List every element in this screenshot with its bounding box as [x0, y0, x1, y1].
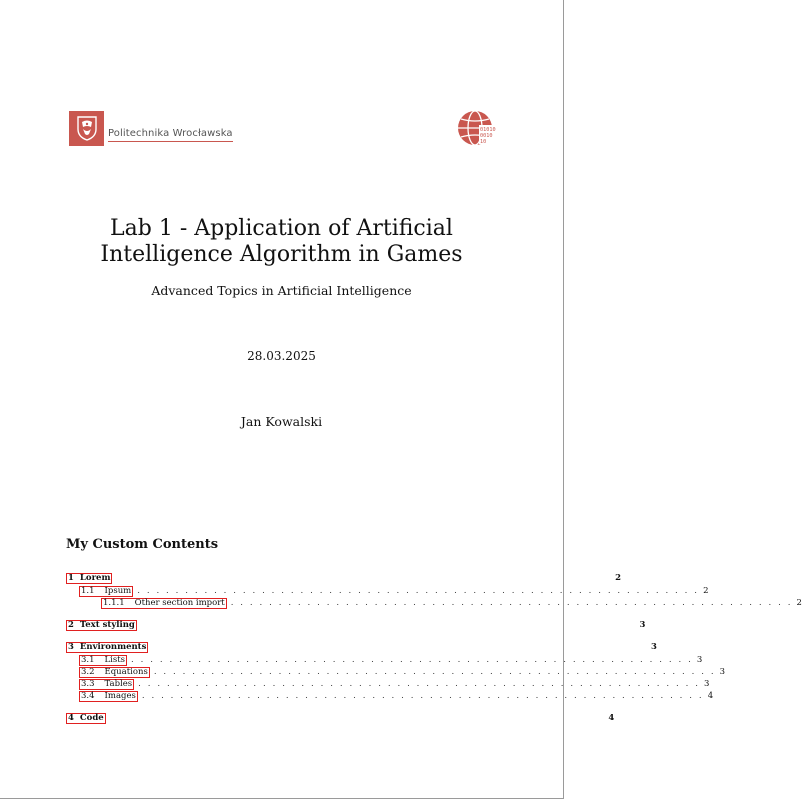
toc-dots: . . . . . . . . . . . . . . . . . . . . . . . . . . . . . . . . . . . . . . . . . . . . . . . . . . . . . . . . . . .: [230, 598, 793, 608]
toc-entry: [66, 573, 621, 584]
toc-dots: . . . . . . . . . . . . . . . . . . . . . . . . . . . . . . . . . . . . . . . . . . . . . . . . . . . . . . . . . . .: [131, 655, 693, 665]
toc-entry: [66, 691, 714, 702]
toc-page-number[interactable]: 2: [703, 586, 709, 596]
toc-page-number[interactable]: 2: [796, 598, 802, 608]
toc-link[interactable]: [66, 620, 137, 631]
toc-link[interactable]: [79, 667, 150, 678]
toc-link[interactable]: [79, 655, 127, 666]
toc-label: Ipsum: [104, 586, 132, 596]
toc-number: 3.1: [81, 655, 95, 665]
faculty-globe-binary-icon: [457, 108, 497, 148]
university-name: Politechnika Wrocławska: [108, 128, 233, 142]
toc-entry: [66, 713, 615, 724]
toc-dots: . . . . . . . . . . . . . . . . . . . . . . . . . . . . . . . . . . . . . . . . . . . . . . . . . . . . . . . . . . .: [153, 667, 716, 677]
toc-page-number[interactable]: 2: [615, 573, 621, 583]
svg-text:10: 10: [480, 139, 487, 145]
toc-page-number[interactable]: 3: [639, 620, 646, 630]
title-line-2: Intelligence Algorithm in Games: [100, 242, 463, 267]
toc-entry: [66, 642, 657, 653]
document-subtitle: Advanced Topics in Artificial Intelligence: [151, 283, 412, 298]
toc-label: Text styling: [79, 620, 135, 630]
toc-entry: [66, 655, 703, 666]
toc-dots: . . . . . . . . . . . . . . . . . . . . . . . . . . . . . . . . . . . . . . . . . . . . . . . . . . . . . . . . . . .: [141, 691, 704, 701]
toc-heading: My Custom Contents: [66, 537, 219, 552]
toc-number: 1.1: [81, 586, 95, 596]
toc-number: 4: [68, 713, 74, 723]
toc-label: Lorem: [79, 573, 111, 583]
toc-dots: . . . . . . . . . . . . . . . . . . . . . . . . . . . . . . . . . . . . . . . . . . . . . . . . . . . . . . . . . . .: [137, 586, 700, 596]
svg-text:0010: 0010: [480, 133, 493, 139]
document-author: Jan Kowalski: [240, 414, 323, 429]
toc-entry: [66, 620, 646, 631]
toc-label: Environments: [79, 642, 147, 652]
toc-link[interactable]: [101, 598, 227, 609]
toc-page-number[interactable]: 3: [650, 642, 657, 652]
document-date: 28.03.2025: [247, 349, 316, 363]
university-crest-icon: [69, 111, 104, 146]
toc-page-number[interactable]: 3: [696, 655, 703, 665]
document-title: [0, 216, 563, 268]
toc-link[interactable]: [79, 679, 134, 690]
toc-link[interactable]: [79, 691, 138, 702]
toc-page-number[interactable]: 3: [704, 679, 710, 689]
toc-page-number[interactable]: 3: [719, 667, 726, 677]
toc-number: 3.4: [81, 691, 95, 701]
toc-label: Equations: [104, 667, 148, 677]
toc-number: 3: [68, 642, 74, 652]
toc-page-number[interactable]: 4: [608, 713, 615, 723]
toc-label: Other section import: [134, 598, 225, 608]
svg-text:01010: 01010: [480, 127, 496, 133]
toc-number: 1.1.1: [103, 598, 125, 608]
toc-link[interactable]: [79, 586, 133, 597]
toc-link[interactable]: [66, 642, 148, 653]
toc-number: 2: [68, 620, 74, 630]
toc-entry: [66, 679, 710, 690]
toc-label: Lists: [104, 655, 126, 665]
toc-label: Tables: [104, 679, 133, 689]
toc-number: 1: [68, 573, 74, 583]
toc-number: 3.2: [81, 667, 95, 677]
toc-page-number[interactable]: 4: [707, 691, 714, 701]
toc-entry: [66, 586, 709, 597]
university-logo: [69, 110, 233, 146]
toc-label: Images: [104, 691, 136, 701]
toc-link[interactable]: [66, 713, 106, 724]
toc-entry: [66, 667, 726, 678]
toc-number: 3.3: [81, 679, 95, 689]
toc-label: Code: [79, 713, 104, 723]
toc-dots: . . . . . . . . . . . . . . . . . . . . . . . . . . . . . . . . . . . . . . . . . . . . . . . . . . . . . . . . . . .: [138, 679, 700, 689]
title-line-1: Lab 1 - Application of Artificial: [110, 216, 453, 241]
toc-entry: [66, 598, 802, 609]
toc-link[interactable]: [66, 573, 112, 584]
